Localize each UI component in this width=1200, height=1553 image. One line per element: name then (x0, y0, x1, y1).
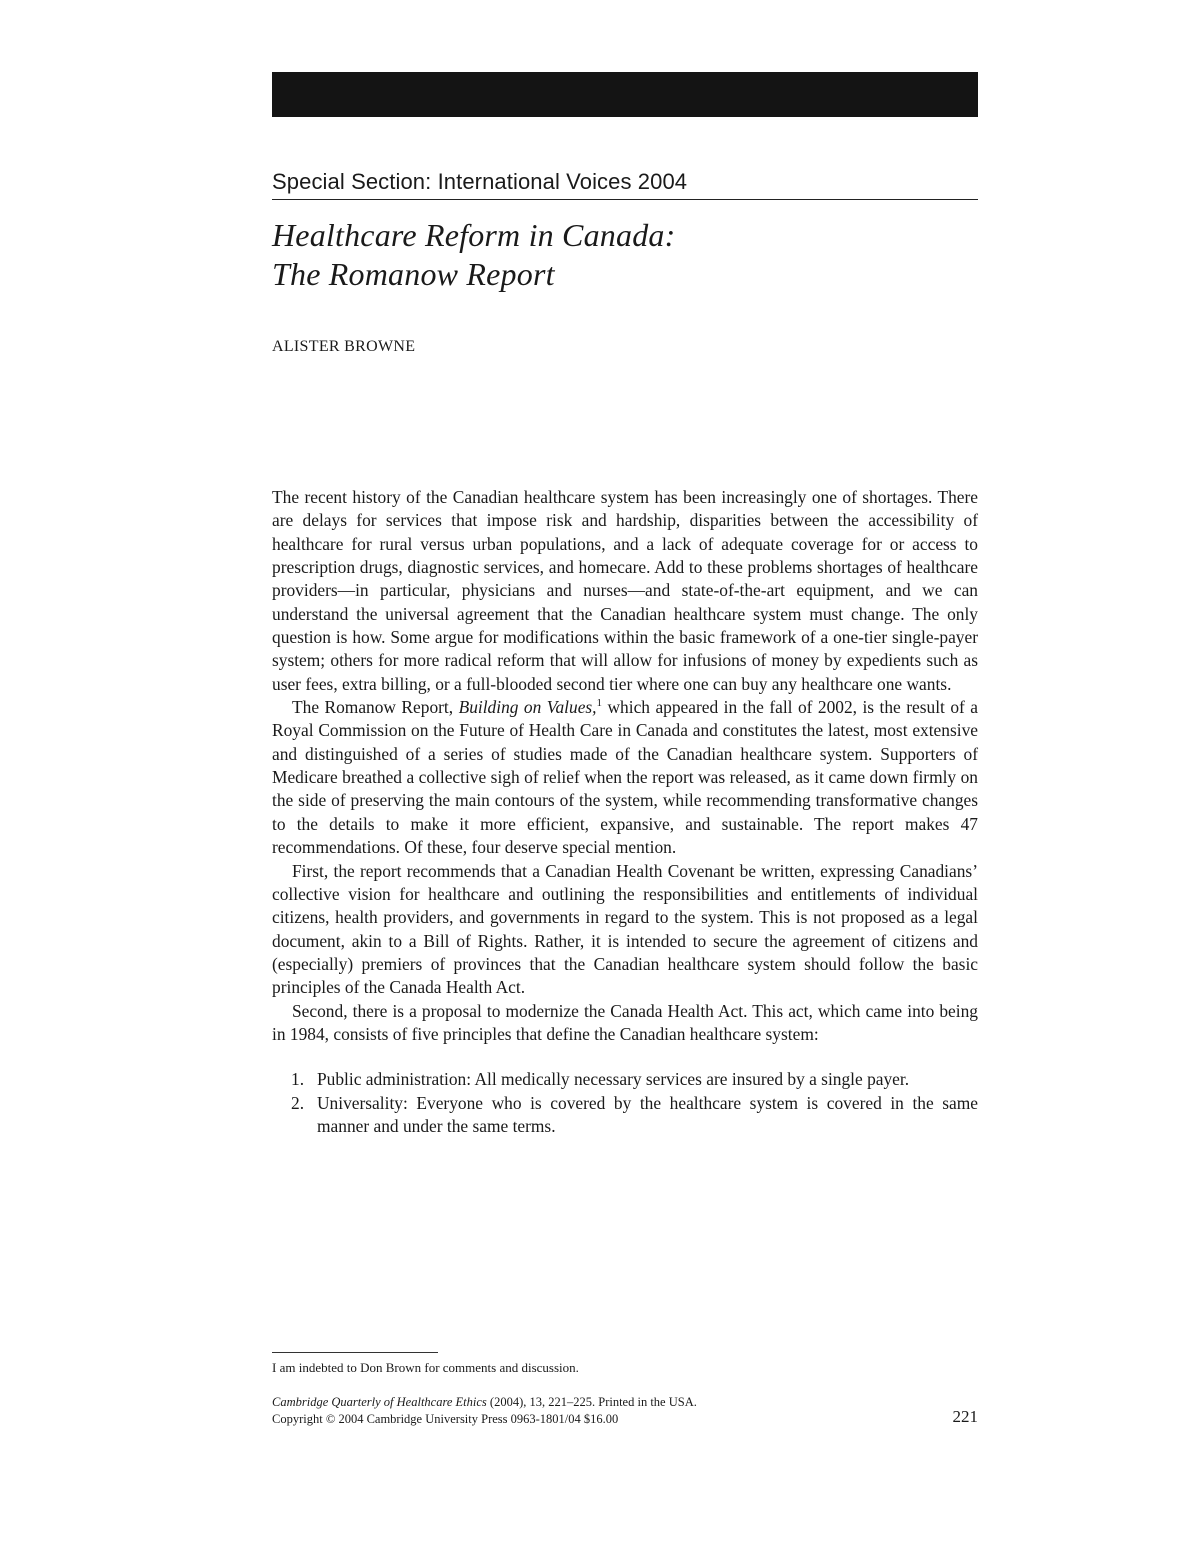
article-page (272, 0, 978, 1553)
article-title (272, 216, 978, 294)
list-item (272, 1092, 978, 1139)
article-body (272, 486, 978, 1138)
paragraph-2-start: The Romanow Report, (292, 697, 459, 718)
list-item-number: 2. (291, 1092, 305, 1113)
principles-list (272, 1068, 978, 1138)
section-heading: Special Section: International Voices 2004 (272, 168, 978, 200)
citation-details: (2004), 13, 221–225. Printed in the USA. (486, 1395, 697, 1409)
list-item-number: 1. (291, 1069, 305, 1090)
journal-name: Cambridge Quarterly of Healthcare Ethics (272, 1395, 487, 1409)
article-title-line-2: The Romanow Report (272, 256, 555, 292)
paragraph-2 (272, 696, 978, 859)
article-title-line-1: Healthcare Reform in Canada: (272, 217, 676, 253)
paragraph-1: The recent history of the Canadian healthcare system has been increasingly one of shortages. There are delays for services that impose risk and hardship, disparities between the accessibility of healthcare for rural versus urban populations, and a lack of adequate coverage for or access to prescription drugs, diagnostic services, and homecare. Add to these problems shortages of healthcare providers—in particular, physicians and nurses—and state-of-the-art equipment, and we can understand the universal agreement that the Canadian healthcare system must change. The only question is how. Some argue for modifications within the basic framework of a one-tier single-payer system; others for more radical reform that will allow for infusions of money by expedients such as user fees, extra billing, or a full-blooded second tier where one can buy any healthcare one wants. (272, 487, 978, 694)
footnote-ref: 1 (596, 697, 603, 710)
author-name: ALISTER BROWNE (272, 338, 416, 355)
book-title: Building on Values, (458, 697, 597, 718)
list-item-text: Public administration: All medically necessary services are insured by a single payer. (317, 1069, 910, 1090)
citation (272, 1394, 978, 1428)
list-item-text: Universality: Everyone who is covered by the healthcare system is covered in the same manner and under the same terms. (317, 1092, 978, 1136)
page-number: 221 (952, 1407, 978, 1426)
paragraph-4: Second, there is a proposal to modernize the Canada Health Act. This act, which came into being in 1984, consists of five principles that define the Canadian healthcare system: (272, 1000, 978, 1044)
paragraph-2-rest: which appeared in the fall of 2002, is the result of a Royal Commission on the Future of Health Care in Canada and constitutes the latest, most extensive and distinguished of a series of studies made of the Canadian healthcare system. Supporters of Medicare breathed a collective sigh of relief when the report was released, as it came down firmly on the side of preserving the main contours of the system, while recommending transformative changes to the details to make it more efficient, expansive, and sustainable. The report makes 47 recommendations. Of these, four deserve special mention. (272, 697, 978, 858)
footnote-divider (272, 1352, 438, 1353)
paragraph-3: First, the report recommends that a Canadian Health Covenant be written, expressing Canadians’ collective vision for healthcare and outlining the responsibilities and entitlements of individual citizens, health providers, and governments in regard to the system. This is not proposed as a legal document, akin to a Bill of Rights. Rather, it is intended to secure the agreement of citizens and (especially) premiers of provinces that the Canadian healthcare system should follow the basic principles of the Canada Health Act. (272, 860, 978, 998)
list-item (272, 1068, 978, 1091)
citation-line (272, 1394, 978, 1411)
copyright-line: Copyright © 2004 Cambridge University Press 0963-1801/04 $16.00 (272, 1412, 619, 1426)
footnote: I am indebted to Don Brown for comments and discussion. (272, 1360, 579, 1375)
header-bar (272, 72, 978, 117)
